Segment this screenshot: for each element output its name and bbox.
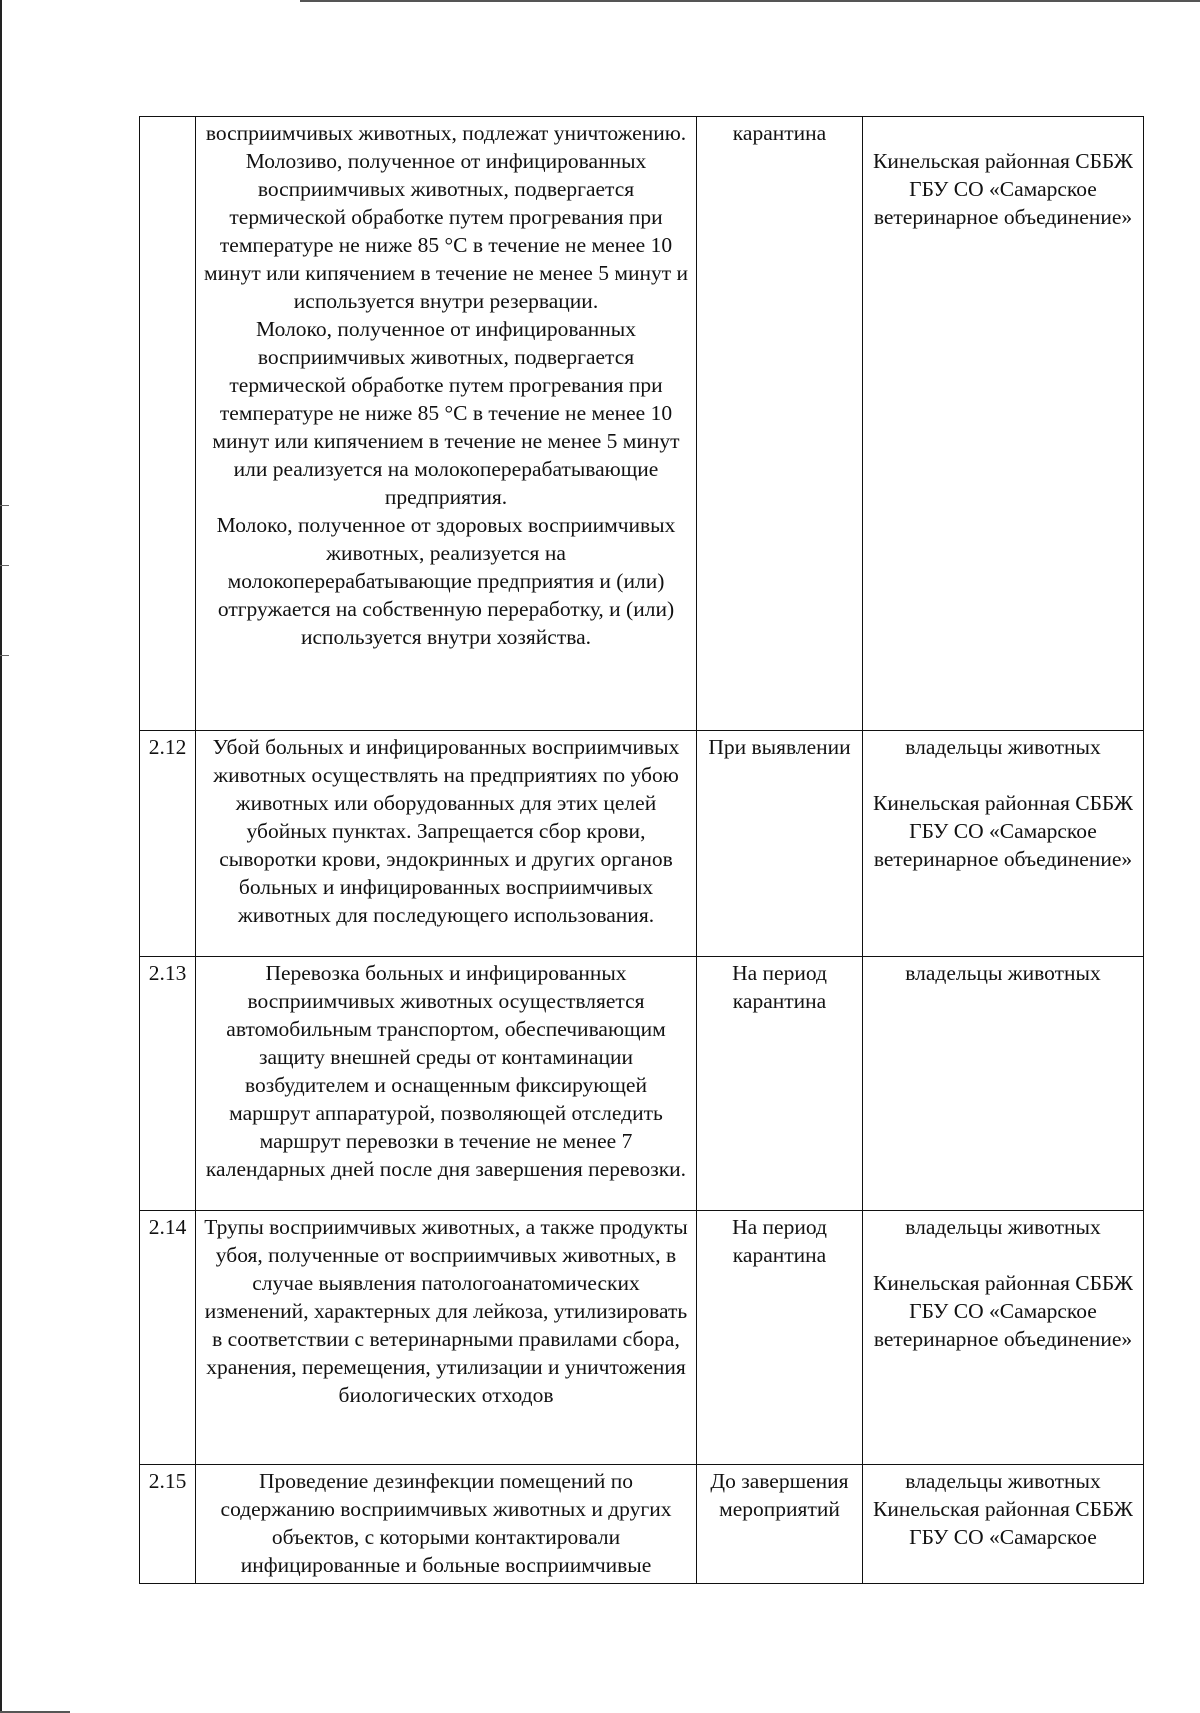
table-row bbox=[140, 117, 1144, 731]
term-cell: На период карантина bbox=[697, 1211, 863, 1465]
scan-tick bbox=[0, 655, 9, 656]
row-number: 2.14 bbox=[140, 1211, 196, 1465]
table-row bbox=[140, 957, 1144, 1211]
responsible-org: Кинельская районная СББЖ ГБУ СО «Самарское ветеринарное объединение» bbox=[872, 149, 1134, 229]
responsible-org: Кинельская районная СББЖ ГБУ СО «Самарское bbox=[872, 1497, 1134, 1549]
scan-tick bbox=[0, 505, 9, 506]
term-cell: До завершения мероприятий bbox=[697, 1465, 863, 1584]
action-cell bbox=[196, 731, 697, 957]
row-number: 2.12 bbox=[140, 731, 196, 957]
responsible-owner: владельцы животных bbox=[905, 1469, 1101, 1493]
action-cell bbox=[196, 117, 697, 731]
row-number: 2.15 bbox=[140, 1465, 196, 1584]
row-number: 2.13 bbox=[140, 957, 196, 1211]
action-cell bbox=[196, 957, 697, 1211]
action-paragraph: Молоко, полученное от инфицированных восприимчивых животных, подвергается термической обработке путем прогревания при температуре не ниже 85 °C в течение не менее 10 минут или кипячением в течение не менее 5 минут или реализуется на молокоперерабатывающие предприятия. bbox=[212, 317, 680, 509]
action-paragraph: Трупы восприимчивых животных, а также продукты убоя, полученные от восприимчивых животных, в случае выявления патологоанатомических изменений, характерных для лейкоза, утилизировать в соответствии с ветеринарными правилами сбора, хранения, перемещения, утилизации и уничтожения биологических отходов bbox=[204, 1215, 688, 1407]
row-number bbox=[140, 117, 196, 731]
measures-table bbox=[139, 116, 1144, 1584]
responsible-owner: владельцы животных bbox=[905, 961, 1101, 985]
responsible-owner bbox=[869, 119, 1137, 147]
scan-tick bbox=[0, 565, 9, 566]
responsible-cell bbox=[863, 1465, 1144, 1584]
action-paragraph: Проведение дезинфекции помещений по содержанию восприимчивых животных и других объектов, с которыми контактировали инфицированные и больные восприимчивые bbox=[220, 1469, 672, 1577]
spacer bbox=[869, 761, 1137, 789]
action-paragraph: Перевозка больных и инфицированных восприимчивых животных осуществляется автомобильным транспортом, обеспечивающим защиту внешней среды от контаминации возбудителем и оснащенным фиксирующей маршрут аппаратурой, позволяющей отследить маршрут перевозки в течение не менее 7 календарных дней после дня завершения перевозки. bbox=[205, 961, 687, 1181]
term-cell: На период карантина bbox=[697, 957, 863, 1211]
term-cell: карантина bbox=[697, 117, 863, 731]
responsible-cell bbox=[863, 1211, 1144, 1465]
scan-top-edge bbox=[300, 0, 1200, 2]
table-row bbox=[140, 731, 1144, 957]
action-paragraph: Убой больных и инфицированных восприимчивых животных осуществлять на предприятиях по убою животных или оборудованных для этих целей убойных пунктах. Запрещается сбор крови, сыворотки крови, эндокринных и других органов больных и инфицированных восприимчивых животных для последующего использования. bbox=[212, 735, 680, 927]
table-row bbox=[140, 1211, 1144, 1465]
responsible-cell bbox=[863, 957, 1144, 1211]
table-row bbox=[140, 1465, 1144, 1584]
spacer bbox=[869, 1241, 1137, 1269]
responsible-org: Кинельская районная СББЖ ГБУ СО «Самарское ветеринарное объединение» bbox=[872, 1271, 1134, 1351]
responsible-owner: владельцы животных bbox=[905, 1215, 1101, 1239]
action-cell bbox=[196, 1465, 697, 1584]
action-paragraph: Молоко, полученное от здоровых восприимчивых животных, реализуется на молокоперерабатывающие предприятия и (или) отгружается на собственную переработку, и (или) используется внутри хозяйства. bbox=[216, 513, 676, 649]
responsible-cell bbox=[863, 731, 1144, 957]
term-cell: При выявлении bbox=[697, 731, 863, 957]
scan-left-edge bbox=[0, 0, 2, 1713]
responsible-owner: владельцы животных bbox=[905, 735, 1101, 759]
responsible-cell bbox=[863, 117, 1144, 731]
action-paragraph: восприимчивых животных, подлежат уничтожению. Молозиво, полученное от инфицированных восприимчивых животных, подвергается термической обработке путем прогревания при температуре не ниже 85 °C в течение не менее 10 минут или кипячением в течение не менее 5 минут и используется внутри резервации. bbox=[203, 121, 688, 313]
responsible-org: Кинельская районная СББЖ ГБУ СО «Самарское ветеринарное объединение» bbox=[872, 791, 1134, 871]
action-cell bbox=[196, 1211, 697, 1465]
